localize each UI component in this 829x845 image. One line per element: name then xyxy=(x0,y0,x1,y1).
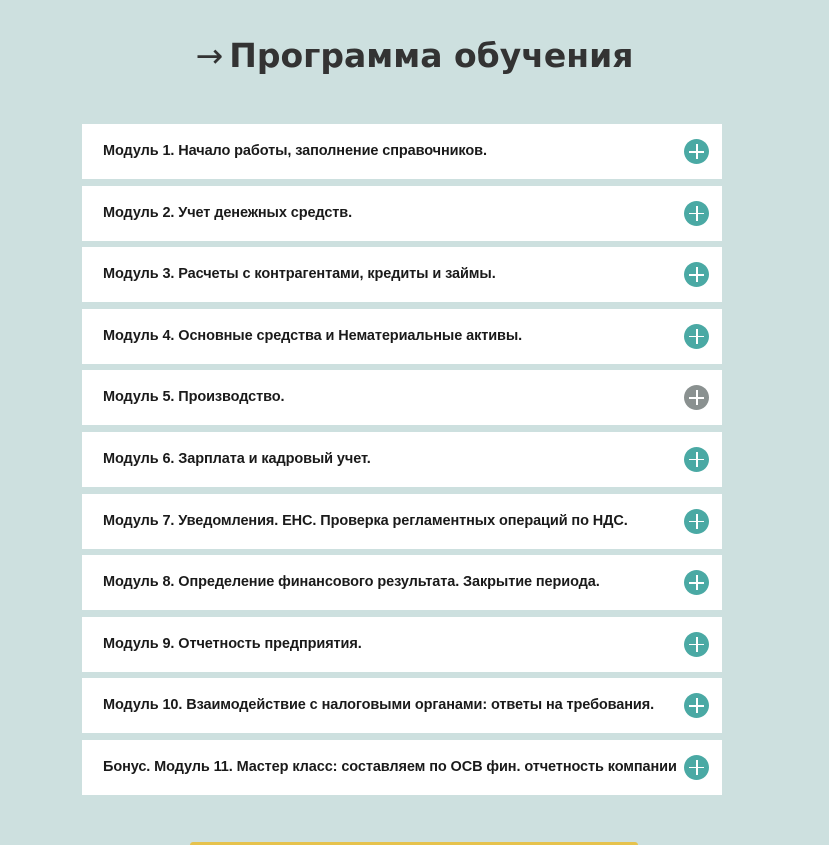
module-item-8[interactable] xyxy=(82,555,722,610)
plus-icon[interactable] xyxy=(684,632,709,657)
module-item-label: Модуль 2. Учет денежных средств. xyxy=(103,204,353,221)
module-item-label: Модуль 1. Начало работы, заполнение справочников. xyxy=(103,143,487,159)
module-item-1[interactable] xyxy=(82,124,722,179)
module-item-9[interactable] xyxy=(82,617,722,672)
module-item-label: Модуль 6. Зарплата и кадровый учет. xyxy=(103,450,371,467)
module-item-11[interactable] xyxy=(82,740,722,795)
plus-icon[interactable] xyxy=(684,385,709,410)
plus-icon[interactable] xyxy=(684,447,709,472)
module-item-label: Модуль 8. Определение финансового результата. Закрытие периода. xyxy=(103,574,600,591)
module-item-label: Модуль 10. Взаимодействие с налоговыми органами: ответы на требования. xyxy=(103,697,655,714)
module-item-4[interactable] xyxy=(82,309,722,364)
plus-icon[interactable] xyxy=(684,324,709,349)
page-title-text: Программа обучения xyxy=(229,36,634,75)
plus-icon[interactable] xyxy=(684,201,709,226)
plus-icon[interactable] xyxy=(684,262,709,287)
module-item-3[interactable] xyxy=(82,247,722,302)
page-title xyxy=(0,36,829,76)
module-item-label: Модуль 4. Основные средства и Нематериальные активы. xyxy=(103,327,523,344)
plus-icon[interactable] xyxy=(684,509,709,534)
module-item-10[interactable] xyxy=(82,678,722,733)
plus-icon[interactable] xyxy=(684,570,709,595)
module-item-6[interactable] xyxy=(82,432,722,487)
plus-icon[interactable] xyxy=(684,755,709,780)
module-item-label: Модуль 3. Расчеты с контрагентами, кредиты и займы. xyxy=(103,266,496,283)
program-accordion xyxy=(82,124,722,802)
module-item-2[interactable] xyxy=(82,186,722,241)
plus-icon[interactable] xyxy=(684,693,709,718)
arrow-icon: → xyxy=(195,36,224,75)
module-item-label: Модуль 5. Производство. xyxy=(103,389,285,406)
module-item-5[interactable] xyxy=(82,370,722,425)
module-item-7[interactable] xyxy=(82,494,722,549)
module-item-label: Бонус. Модуль 11. Мастер класс: составляем по ОСВ фин. отчетность компании xyxy=(103,758,677,775)
module-item-label: Модуль 7. Уведомления. ЕНС. Проверка регламентных операций по НДС. xyxy=(103,512,628,529)
module-item-label: Модуль 9. Отчетность предприятия. xyxy=(103,635,362,652)
plus-icon[interactable] xyxy=(684,139,709,164)
